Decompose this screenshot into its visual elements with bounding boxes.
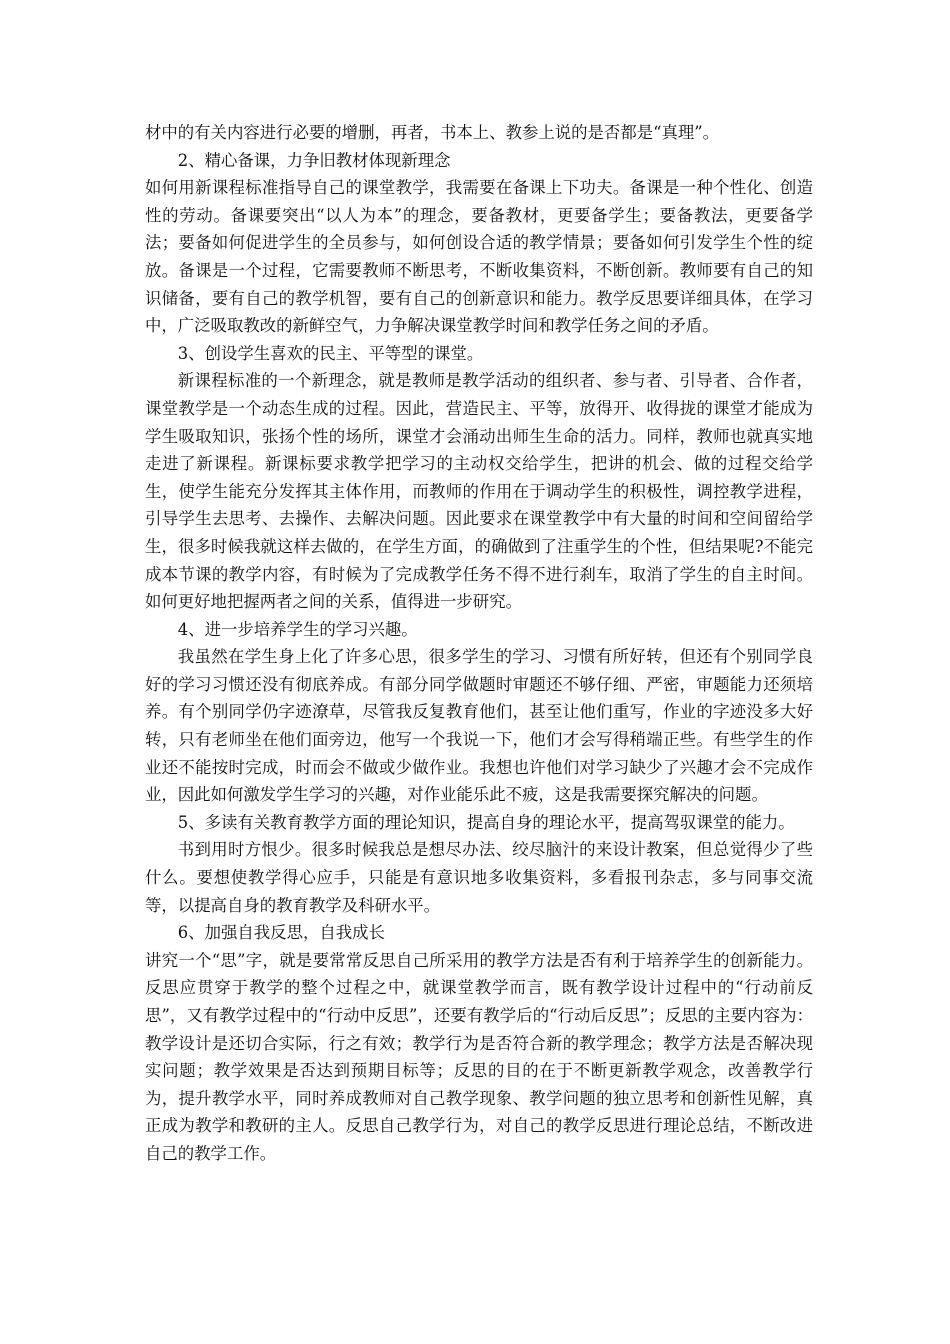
paragraph-theory-reading: 书到用时方恨少。很多时候我总是想尽办法、绞尽脑汁的来设计教案，但总觉得少了些什么。要想使教学得心应手，只能是有意识地多收集资料，多看报刊杂志，多与同事交流等，以提高自身的教育教学及科研水平。 [145, 840, 813, 915]
section-heading-3: 3、创设学生喜欢的民主、平等型的课堂。 [177, 343, 484, 363]
section-heading-2: 2、精心备课，力争旧教材体现新理念 [177, 150, 451, 170]
paragraph-lesson-preparation: 如何用新课程标准指导自己的课堂教学，我需要在备课上下功夫。备课是一种个性化、创造性的劳动。备课要突出“以人为本”的理念，要备教材，更要备学生；要备教法，更要备学法；要备如何促进学生的全员参与，如何创设合适的教学情景；要备如何引发学生个性的绽放。备课是一个过程，它需要教师不断思考，不断收集资料，不断创新。教师要有自己的知识储备，要有自己的教学机智，要有自己的创新意识和能力。教学反思要详细具体，在学习中，广泛吸取教改的新鲜空气，力争解决课堂教学时间和教学任务之间的矛盾。 [145, 178, 813, 336]
paragraph-learning-interest: 我虽然在学生身上化了许多心思，很多学生的学习、习惯有所好转，但还有个别同学良好的学习习惯还没有彻底养成。有部分同学做题时审题还不够仔细、严密，审题能力还须培养。有个别同学仍字迹潦草，尽管我反复教育他们，甚至让他们重写，作业的字迹没多大好转，只有老师坐在他们面旁边，他写一个我说一下，他们才会写得稍端正些。有些学生的作业还不能按时完成，时而会不做或少做作业。我想也许他们对学习缺少了兴趣才会不完成作业，因此如何激发学生学习的兴趣，对作业能乐此不疲，这是我需要探究解决的问题。 [145, 647, 813, 805]
paragraph-self-reflection: 讲究一个“思”字，就是要常常反思自己所采用的教学方法是否有利于培养学生的创新能力。反思应贯穿于教学的整个过程之中，就课堂教学而言，既有教学设计过程中的“行动前反思”，又有教学过程中的“行动中反思”，还要有教学后的“行动后反思”；反思的主要内容为：教学设计是还切合实际，行之有效；教学行为是否符合新的教学理念；教学方法是否解决现实问题；教学效果是否达到预期目标等；反思的目的在于不断更新教学观念，改善教学行为，提升教学水平，同时养成教师对自己教学现象、教学问题的独立思考和创新性见解，真正成为教学和教研的主人。反思自己教学行为，对自己的教学反思进行理论总结，不断改进自己的教学工作。 [145, 950, 813, 1163]
paragraph-democratic-classroom: 新课程标准的一个新理念，就是教师是教学活动的组织者、参与者、引导者、合作者，课堂教学是一个动态生成的过程。因此，营造民主、平等，放得开、收得拢的课堂才能成为学生吸取知识，张扬个性的场所，课堂才会涌动出师生生命的活力。同样，教师也就真实地走进了新课程。新课标要求教学把学习的主动权交给学生，把讲的机会、做的过程交给学生，使学生能充分发挥其主体作用，而教师的作用在于调动学生的积极性，调控教学进程，引导学生去思考、去操作、去解决问题。因此要求在课堂教学中有大量的时间和空间留给学生，很多时候我就这样去做的，在学生方面，的确做到了注重学生的个性，但结果呢?不能完成本节课的教学内容，有时候为了完成教学任务不得不进行刹车，取消了学生的自主时间。如何更好地把握两者之间的关系，值得进一步研究。 [145, 371, 813, 612]
paragraph-continuation: 材中的有关内容进行必要的增删，再者，书本上、教参上说的是否都是“真理”。 [145, 123, 720, 142]
section-heading-6: 6、加强自我反思，自我成长 [177, 923, 385, 943]
section-heading-5: 5、多读有关教育教学方面的理论知识，提高自身的理论水平，提高驾驭课堂的能力。 [177, 812, 795, 832]
section-heading-4: 4、进一步培养学生的学习兴趣。 [177, 619, 418, 639]
document-page [145, 119, 813, 1168]
